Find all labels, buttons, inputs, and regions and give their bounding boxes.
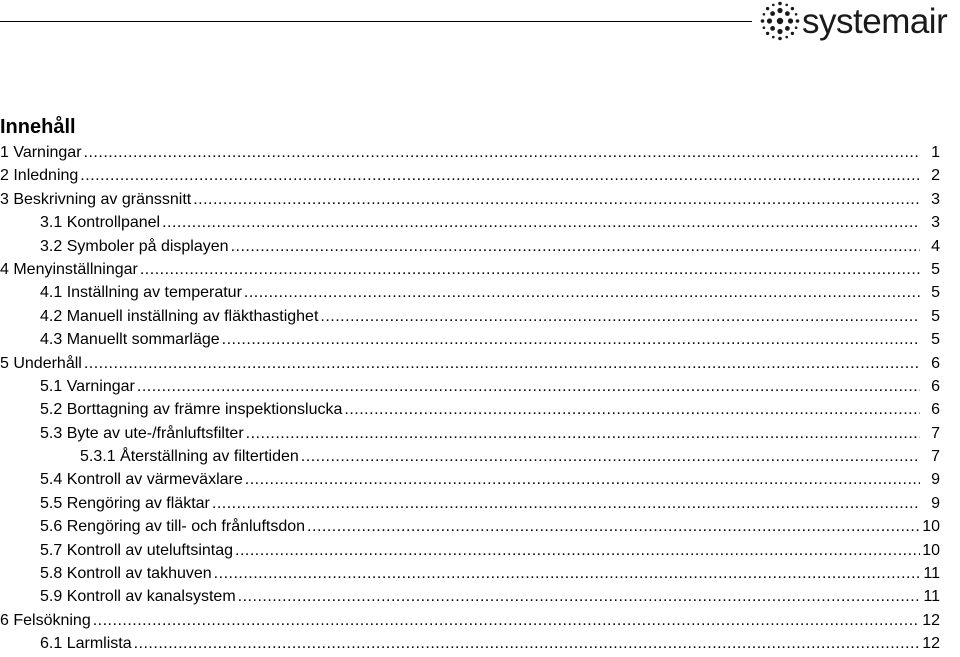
toc-entry[interactable] bbox=[0, 468, 940, 491]
toc-entry-page-number: 6 bbox=[931, 354, 940, 372]
toc-entry[interactable] bbox=[0, 164, 940, 187]
toc-entry-page-number: 11 bbox=[923, 588, 940, 606]
toc-dot-leader bbox=[193, 188, 920, 211]
toc-dot-leader bbox=[307, 515, 920, 538]
toc-entry[interactable] bbox=[0, 609, 940, 632]
toc-dot-leader bbox=[162, 211, 920, 234]
toc-entry-label: 3 Beskrivning av gränssnitt bbox=[0, 190, 192, 208]
toc-entry[interactable] bbox=[0, 281, 940, 304]
toc-entry[interactable] bbox=[0, 539, 940, 562]
toc-entry[interactable] bbox=[0, 211, 940, 234]
toc-dot-leader bbox=[84, 352, 920, 375]
toc-entry-page-number: 3 bbox=[931, 190, 940, 208]
toc-entry-label: 3.2 Symboler på displayen bbox=[40, 237, 229, 255]
systemair-logo-icon bbox=[760, 1, 800, 41]
toc-entry[interactable] bbox=[0, 188, 940, 211]
toc-title: Innehåll bbox=[0, 116, 76, 138]
toc-entry[interactable] bbox=[0, 352, 940, 375]
toc-entry[interactable] bbox=[0, 562, 940, 585]
toc-entry-label: 5.8 Kontroll av takhuven bbox=[40, 565, 212, 583]
toc-entry-label: 5.6 Rengöring av till- och frånluftsdon bbox=[40, 518, 306, 536]
toc-dot-leader bbox=[235, 539, 920, 562]
toc-entry[interactable] bbox=[0, 492, 940, 515]
toc-entry-label: 5.7 Kontroll av uteluftsintag bbox=[40, 541, 234, 559]
toc-entry-label: 1 Varningar bbox=[0, 144, 82, 161]
toc-entry-page-number: 5 bbox=[931, 307, 940, 325]
toc-entry[interactable] bbox=[0, 305, 940, 328]
toc-entry-label: 5.5 Rengöring av fläktar bbox=[40, 494, 210, 512]
table-of-contents bbox=[0, 141, 940, 656]
toc-dot-leader bbox=[137, 375, 920, 398]
toc-entry-label: 4.1 Inställning av temperatur bbox=[40, 284, 242, 302]
toc-dot-leader bbox=[246, 422, 920, 445]
toc-entry[interactable] bbox=[0, 585, 940, 608]
toc-entry-page-number: 4 bbox=[931, 237, 940, 255]
toc-entry-page-number: 6 bbox=[931, 377, 940, 395]
toc-entry[interactable] bbox=[0, 258, 940, 281]
toc-entry-label: 4.3 Manuellt sommarläge bbox=[40, 331, 220, 349]
toc-entry-page-number: 2 bbox=[931, 167, 940, 185]
toc-entry-label: 5.1 Varningar bbox=[40, 377, 135, 395]
toc-entry-page-number: 12 bbox=[922, 635, 940, 653]
toc-entry-page-number: 5 bbox=[931, 260, 940, 278]
toc-entry-page-number: 5 bbox=[931, 331, 940, 349]
systemair-logo bbox=[760, 0, 947, 42]
toc-entry-page-number: 1 bbox=[931, 144, 940, 161]
toc-entry-label: 5.9 Kontroll av kanalsystem bbox=[40, 588, 236, 606]
toc-entry[interactable] bbox=[0, 632, 940, 655]
toc-dot-leader bbox=[238, 585, 920, 608]
toc-entry-label: 2 Inledning bbox=[0, 167, 79, 185]
toc-entry[interactable] bbox=[0, 422, 940, 445]
toc-dot-leader bbox=[80, 164, 920, 187]
toc-dot-leader bbox=[244, 281, 920, 304]
toc-entry-label: 4.2 Manuell inställning av fläkthastighet bbox=[40, 307, 319, 325]
toc-entry[interactable] bbox=[0, 398, 940, 421]
toc-entry-page-number: 10 bbox=[922, 518, 940, 536]
toc-entry-label: 6.1 Larmlista bbox=[40, 635, 132, 653]
toc-entry-page-number: 9 bbox=[931, 494, 940, 512]
toc-dot-leader bbox=[222, 328, 920, 351]
toc-entry[interactable] bbox=[0, 375, 940, 398]
toc-entry-label: 5.3.1 Återställning av filtertiden bbox=[80, 448, 299, 466]
toc-entry[interactable] bbox=[0, 328, 940, 351]
toc-entry-label: 3.1 Kontrollpanel bbox=[40, 214, 161, 232]
toc-entry-label: 5.3 Byte av ute-/frånluftsfilter bbox=[40, 424, 244, 442]
toc-dot-leader bbox=[231, 235, 920, 258]
toc-entry-page-number: 3 bbox=[931, 214, 940, 232]
toc-dot-leader bbox=[245, 468, 920, 491]
toc-entry-label: 5 Underhåll bbox=[0, 354, 82, 372]
toc-dot-leader bbox=[301, 445, 920, 468]
toc-entry-page-number: 10 bbox=[922, 541, 940, 559]
toc-dot-leader bbox=[93, 609, 920, 632]
toc-dot-leader bbox=[214, 562, 920, 585]
toc-entry-page-number: 7 bbox=[931, 424, 940, 442]
toc-entry-page-number: 11 bbox=[923, 565, 940, 583]
toc-entry-page-number: 6 bbox=[931, 401, 940, 419]
logo-wordmark: systemair bbox=[802, 1, 948, 41]
toc-entry[interactable] bbox=[0, 141, 940, 164]
toc-entry-page-number: 7 bbox=[931, 448, 940, 466]
toc-dot-leader bbox=[212, 492, 920, 515]
toc-dot-leader bbox=[134, 632, 920, 655]
toc-entry-page-number: 9 bbox=[931, 471, 940, 489]
toc-entry-page-number: 5 bbox=[931, 284, 940, 302]
toc-entry[interactable] bbox=[0, 515, 940, 538]
toc-dot-leader bbox=[344, 398, 920, 421]
toc-entry[interactable] bbox=[0, 445, 940, 468]
toc-entry-label: 5.2 Borttagning av främre inspektionslucka bbox=[40, 401, 343, 419]
toc-entry-label: 5.4 Kontroll av värmeväxlare bbox=[40, 471, 243, 489]
header-rule bbox=[0, 21, 752, 22]
toc-entry-label: 4 Menyinställningar bbox=[0, 260, 138, 278]
toc-entry-label: 6 Felsökning bbox=[0, 611, 91, 629]
toc-dot-leader bbox=[84, 141, 920, 164]
toc-entry[interactable] bbox=[0, 235, 940, 258]
toc-entry-page-number: 12 bbox=[922, 611, 940, 629]
toc-dot-leader bbox=[140, 258, 920, 281]
toc-dot-leader bbox=[320, 305, 920, 328]
